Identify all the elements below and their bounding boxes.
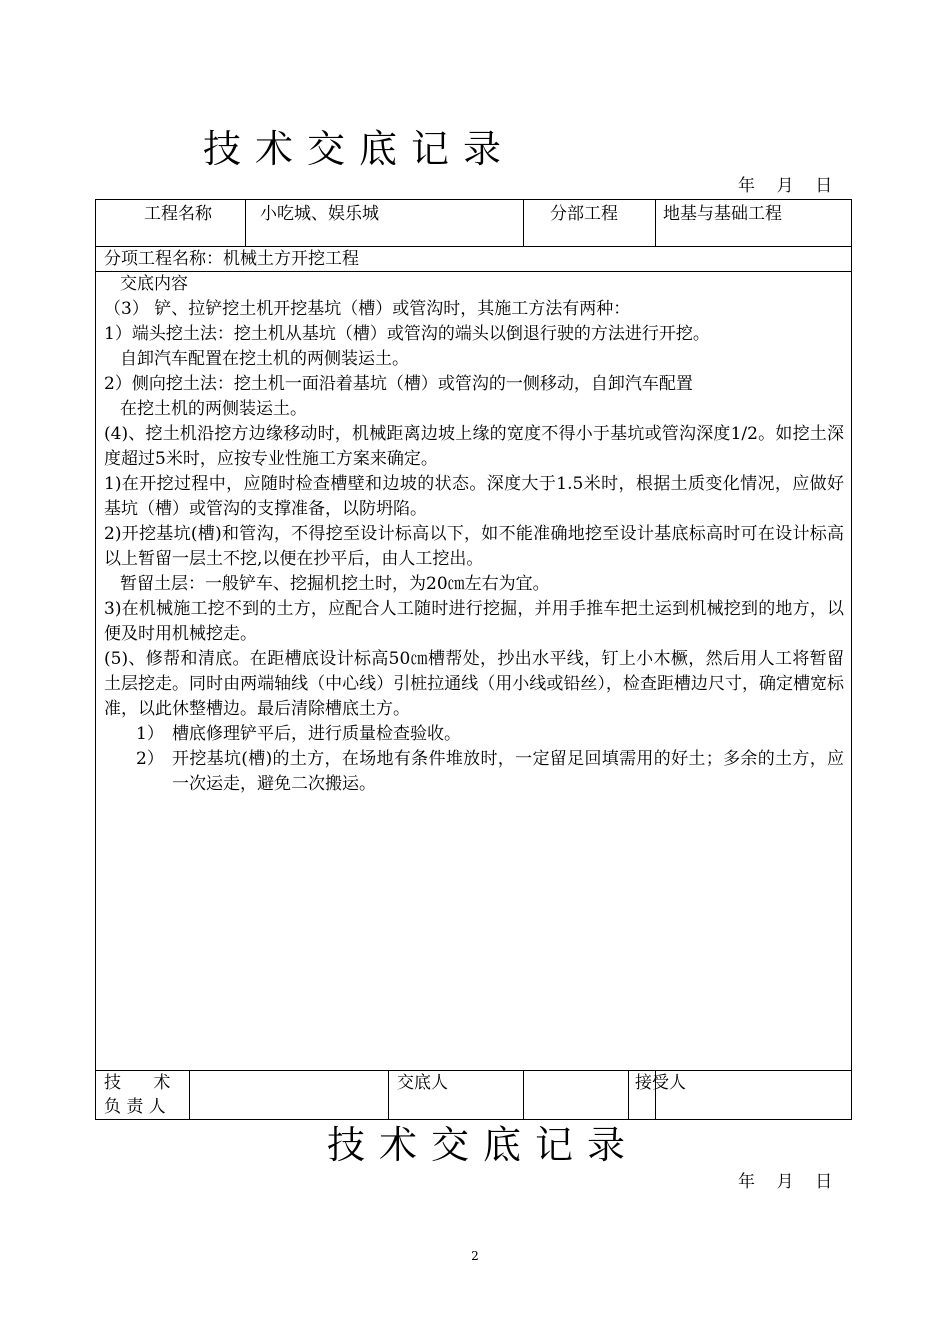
subitem-cell <box>96 247 852 272</box>
tech-lead-label <box>96 1071 189 1119</box>
tech-lead-label-line2: 负 责 人 <box>104 1097 166 1117</box>
division-label-cell <box>524 200 656 247</box>
subitem-row <box>96 247 852 272</box>
page-number: 2 <box>471 1249 479 1263</box>
page-title-repeat: 技术交底记录 <box>327 1123 640 1167</box>
date-line: 年 月 日 <box>738 176 833 196</box>
division-value-cell <box>656 200 852 247</box>
division-value: 地基与基础工程 <box>663 204 783 224</box>
briefer-label: 交底人 <box>397 1073 448 1093</box>
content-line: （3） 铲、拉铲挖土机开挖基坑（槽）或管沟时，其施工方法有两种： <box>104 299 631 319</box>
receiver-label-cell <box>629 1071 686 1120</box>
tech-lead-label-cell <box>96 1071 190 1120</box>
subitem-name: 分项工程名称：机械土方开挖工程 <box>104 249 359 269</box>
project-name-value: 小吃城、娱乐城 <box>260 204 379 224</box>
content-line: 2）侧向挖土法：挖土机一面沿着基坑（槽）或管沟的一侧移动，自卸汽车配置 <box>104 374 693 394</box>
project-name-label-cell <box>96 200 246 247</box>
signature-row <box>96 1071 852 1120</box>
content-cell <box>96 272 852 1071</box>
content-line: (5)、修帮和清底。在距槽底设计标高50㎝槽帮处，抄出水平线，钉上小木橛，然后用人工将暂留土层挖走。同时由两端轴线（中心线）引桩拉通线（用小线或铅丝），检查距槽边尺寸，确定槽宽标准，以此休整槽边。最后清除槽底土方。 <box>104 649 845 719</box>
project-name-label: 工程名称 <box>144 204 212 224</box>
briefing-table <box>95 199 852 1120</box>
content-line: 1）端头挖土法：挖土机从基坑（槽）或管沟的端头以倒退行驶的方法进行开挖。 <box>104 324 710 344</box>
page-title: 技术交底记录 <box>203 127 516 171</box>
content-heading: 交底内容 <box>120 274 188 294</box>
briefing-content <box>96 272 851 797</box>
content-line: 1)在开挖过程中，应随时检查槽壁和边坡的状态。深度大于1.5米时，根据土质变化情况，应做好基坑（槽）或管沟的支撑准备，以防坍陷。 <box>104 474 845 519</box>
item-text: 槽底修理铲平后，进行质量检查验收。 <box>172 724 461 744</box>
briefer-label-cell <box>389 1071 524 1120</box>
content-line: 3)在机械施工挖不到的土方，应配合人工随时进行挖掘，并用手推车把土运到机械挖到的地方，以便及时用机械挖走。 <box>104 599 845 644</box>
numbered-item <box>104 722 844 747</box>
content-line: 暂留土层：一般铲车、挖掘机挖土时，为20㎝左右为宜。 <box>120 574 550 594</box>
date-line-repeat: 年 月 日 <box>738 1172 833 1192</box>
tech-lead-label-line1: 技 术 <box>104 1073 171 1093</box>
tech-lead-value-cell <box>190 1071 389 1120</box>
receiver-label: 接受人 <box>635 1073 686 1093</box>
content-line: (4)、挖土机沿挖方边缘移动时，机械距离边坡上缘的宽度不得小于基坑或管沟深度1/2。如挖土深度超过5米时，应按专业性施工方案来确定。 <box>104 424 845 469</box>
header-row <box>96 200 852 247</box>
content-line: 自卸汽车配置在挖土机的两侧装运土。 <box>120 349 409 369</box>
numbered-item <box>104 747 844 797</box>
content-line: 在挖土机的两侧装运土。 <box>120 399 307 419</box>
content-row <box>96 272 852 1071</box>
briefer-value-cell <box>524 1071 629 1120</box>
item-number: 2） <box>136 749 164 769</box>
division-label: 分部工程 <box>550 204 618 224</box>
project-name-value-cell <box>246 200 524 247</box>
content-line: 2)开挖基坑(槽)和管沟，不得挖至设计标高以下，如不能准确地挖至设计基底标高时可在设计标高以上暂留一层土不挖,以便在抄平后，由人工挖出。 <box>104 524 845 569</box>
item-number: 1） <box>136 724 164 744</box>
item-text: 开挖基坑(槽)的土方，在场地有条件堆放时，一定留足回填需用的好土；多余的土方，应一次运走，避免二次搬运。 <box>172 749 845 794</box>
